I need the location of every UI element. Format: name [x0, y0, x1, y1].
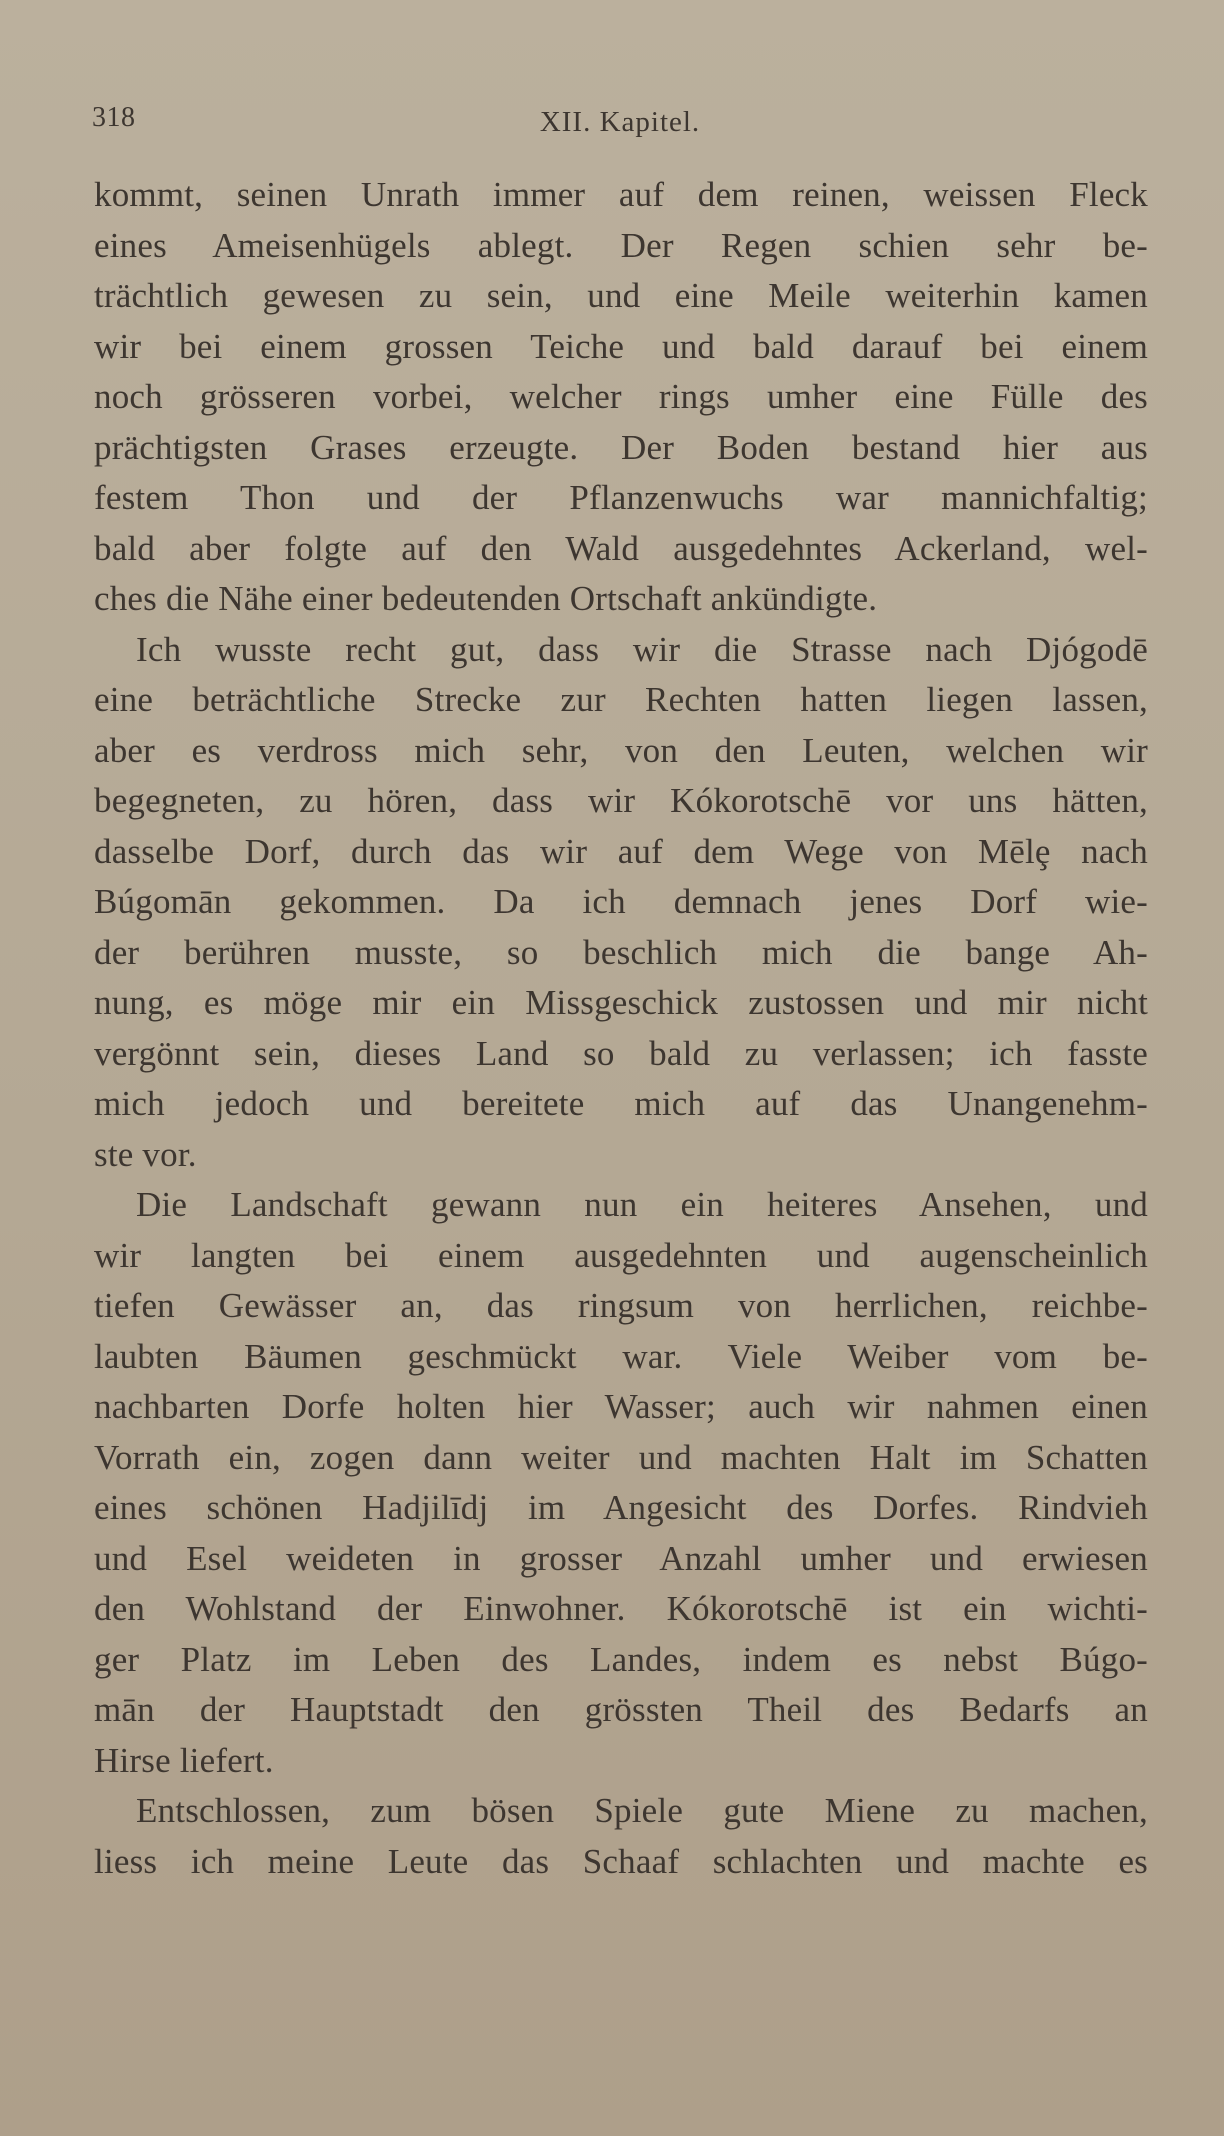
text-line: liess ich meine Leute das Schaaf schlachten und machte es — [94, 1841, 1148, 1881]
text-line: eines schönen Hadjilīdj im Angesicht des Dorfes. Rindvieh — [94, 1488, 1148, 1527]
text-line: tiefen Gewässer an, das ringsum von herrlichen, reichbe- — [94, 1286, 1148, 1325]
text-line: der berühren musste, so beschlich mich die bange Ah- — [94, 932, 1148, 972]
text-line: vergönnt sein, dieses Land so bald zu verlassen; ich fasste — [94, 1033, 1148, 1073]
text-line: Búgomān gekommen. Da ich demnach jenes Dorf wie- — [94, 882, 1148, 921]
text-line: ger Platz im Leben des Landes, indem es nebst Búgo- — [94, 1639, 1148, 1679]
running-header — [92, 98, 1148, 148]
text-line: und Esel weideten in grosser Anzahl umher und erwiesen — [94, 1538, 1148, 1578]
text-line: Vorrath ein, zogen dann weiter und machten Halt im Schatten — [94, 1437, 1148, 1477]
text-line: mān der Hauptstadt den grössten Theil des Bedarfs an — [94, 1690, 1148, 1729]
text-line: kommt, seinen Unrath immer auf dem reinen, weissen Fleck — [94, 175, 1148, 214]
text-line: eines Ameisenhügels ablegt. Der Regen schien sehr be- — [94, 225, 1148, 265]
text-line: ches die Nähe einer bedeutenden Ortschaft ankündigte. — [94, 579, 878, 618]
text-line: den Wohlstand der Einwohner. Kókorotschē ist ein wichti- — [94, 1589, 1148, 1628]
body-text — [94, 170, 1148, 1887]
text-line: Entschlossen, zum bösen Spiele gute Miene zu machen, — [136, 1791, 1148, 1830]
text-line: Hirse liefert. — [94, 1740, 274, 1780]
text-line: nachbarten Dorfe holten hier Wasser; auch wir nahmen einen — [94, 1387, 1148, 1426]
text-line: ste vor. — [94, 1134, 197, 1174]
text-line: trächtlich gewesen zu sein, und eine Meile weiterhin kamen — [94, 276, 1148, 315]
text-line: wir bei einem grossen Teiche und bald darauf bei einem — [94, 326, 1148, 366]
text-line: dasselbe Dorf, durch das wir auf dem Wege von Mēlȩ nach — [94, 831, 1148, 871]
page-number: 318 — [92, 102, 136, 133]
text-line: prächtigsten Grases erzeugte. Der Boden bestand hier aus — [94, 427, 1148, 467]
text-line: bald aber folgte auf den Wald ausgedehntes Ackerland, wel- — [94, 528, 1148, 568]
text-line: festem Thon und der Pflanzenwuchs war mannichfaltig; — [94, 478, 1148, 517]
text-line: Ich wusste recht gut, dass wir die Strasse nach Djógodē — [136, 629, 1148, 669]
text-line: mich jedoch und bereitete mich auf das Unangenehm- — [94, 1084, 1148, 1123]
text-line: Die Landschaft gewann nun ein heiteres Ansehen, und — [136, 1185, 1148, 1224]
text-line: nung, es möge mir ein Missgeschick zustossen und mir nicht — [94, 983, 1148, 1022]
text-line: eine beträchtliche Strecke zur Rechten hatten liegen lassen, — [94, 680, 1148, 719]
text-line: laubten Bäumen geschmückt war. Viele Weiber vom be- — [94, 1336, 1148, 1376]
text-line: wir langten bei einem ausgedehnten und augenscheinlich — [94, 1235, 1148, 1275]
text-line: begegneten, zu hören, dass wir Kókorotschē vor uns hätten, — [94, 781, 1148, 820]
text-line: aber es verdross mich sehr, von den Leuten, welchen wir — [94, 730, 1148, 770]
chapter-title: XII. Kapitel. — [539, 106, 701, 138]
text-line: noch grösseren vorbei, welcher rings umher eine Fülle des — [94, 377, 1148, 416]
